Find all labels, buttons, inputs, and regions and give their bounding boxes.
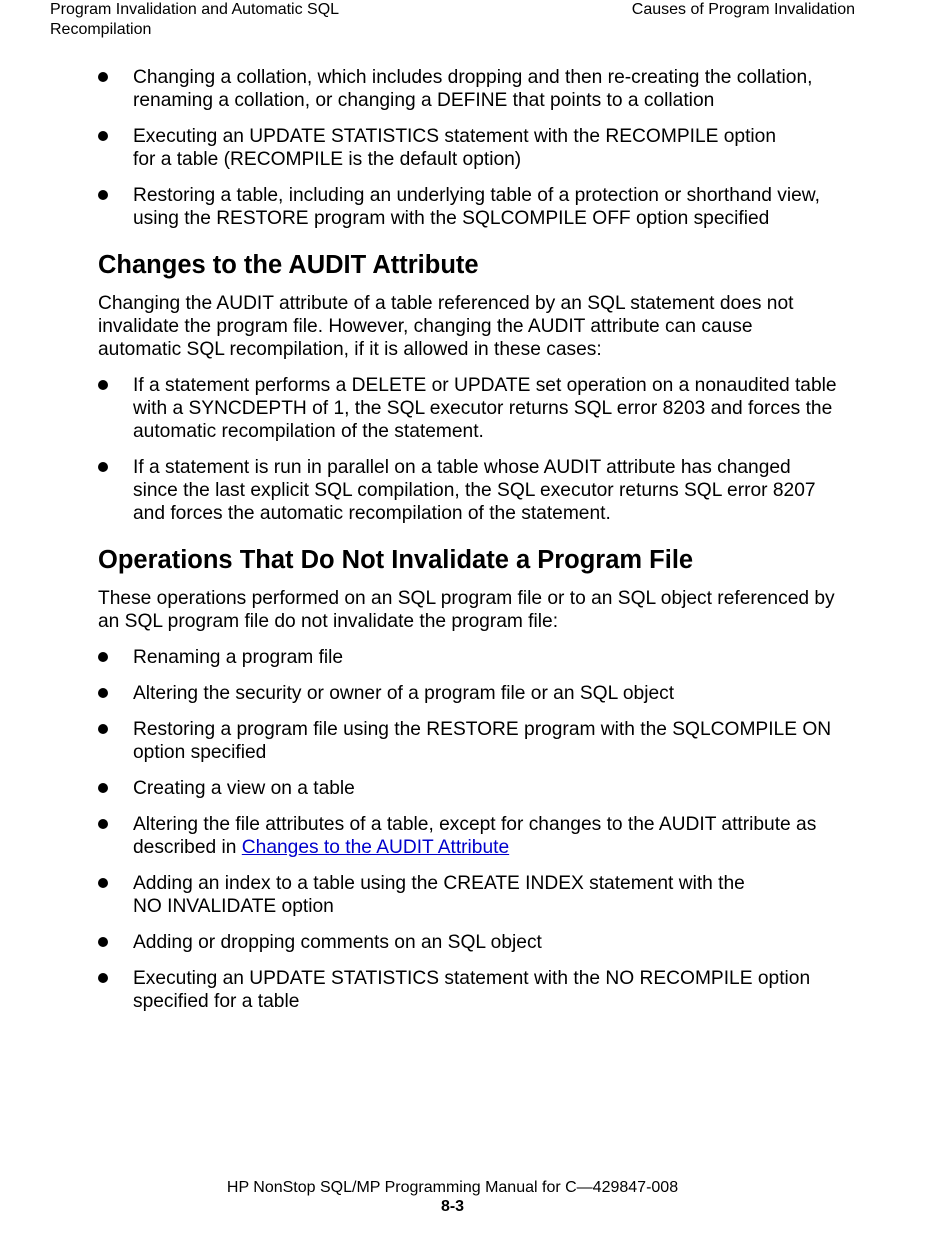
list-item-line: Executing an UPDATE STATISTICS statement with the NO RECOMPILE option bbox=[133, 968, 811, 989]
bullet-dot-icon bbox=[98, 190, 108, 200]
list-item-line bbox=[133, 836, 868, 859]
audit-bullet-list bbox=[98, 374, 868, 525]
list-item bbox=[98, 374, 868, 443]
section-heading-operations: Operations That Do Not Invalidate a Program File bbox=[98, 546, 694, 574]
bullet-dot-icon bbox=[98, 462, 108, 472]
list-item-line: Renaming a program file bbox=[133, 647, 344, 668]
page-number: 8-3 bbox=[440, 1198, 465, 1215]
list-item bbox=[98, 931, 868, 954]
list-item-line: automatic recompilation of the statement. bbox=[133, 421, 484, 442]
list-item-line: NO INVALIDATE option bbox=[133, 896, 334, 917]
list-item-line: Altering the file attributes of a table, except for changes to the AUDIT attribute as bbox=[133, 814, 817, 835]
page-footer bbox=[0, 1178, 905, 1216]
list-item-line: If a statement performs a DELETE or UPDATE set operation on a nonaudited table bbox=[133, 375, 837, 396]
bullet-dot-icon bbox=[98, 783, 108, 793]
paragraph-line: automatic SQL recompilation, if it is allowed in these cases: bbox=[98, 339, 602, 360]
section-heading-audit: Changes to the AUDIT Attribute bbox=[98, 251, 479, 279]
list-item bbox=[98, 125, 868, 171]
list-item-line: Restoring a table, including an underlying table of a protection or shorthand view, bbox=[133, 185, 820, 206]
list-item bbox=[98, 646, 868, 669]
bullet-dot-icon bbox=[98, 937, 108, 947]
list-item bbox=[98, 66, 868, 112]
list-item-line: Creating a view on a table bbox=[133, 778, 355, 799]
list-item bbox=[98, 872, 868, 918]
page-body bbox=[98, 66, 868, 1026]
list-item-line: Altering the security or owner of a program file or an SQL object bbox=[133, 683, 675, 704]
running-header-right: Causes of Program Invalidation bbox=[631, 1, 855, 18]
running-header-left bbox=[50, 0, 380, 40]
bullet-dot-icon bbox=[98, 878, 108, 888]
list-item-line: renaming a collation, or changing a DEFINE that points to a collation bbox=[133, 90, 715, 111]
list-item-line: and forces the automatic recompilation of the statement. bbox=[133, 503, 611, 524]
list-item bbox=[98, 718, 868, 764]
intro-bullet-list bbox=[98, 66, 868, 230]
list-item-line: since the last explicit SQL compilation, the SQL executor returns SQL error 8207 bbox=[133, 480, 816, 501]
paragraph-line: These operations performed on an SQL program file or to an SQL object referenced by bbox=[98, 588, 835, 609]
operations-bullet-list bbox=[98, 646, 868, 1013]
list-item-line: specified for a table bbox=[133, 991, 300, 1012]
bullet-dot-icon bbox=[98, 131, 108, 141]
list-item bbox=[98, 967, 868, 1013]
list-item-line: Adding or dropping comments on an SQL object bbox=[133, 932, 542, 953]
paragraph-line: an SQL program file do not invalidate the program file: bbox=[98, 611, 559, 632]
header-left-line2: Recompilation bbox=[50, 21, 152, 38]
bullet-dot-icon bbox=[98, 973, 108, 983]
bullet-dot-icon bbox=[98, 380, 108, 390]
list-item bbox=[98, 813, 868, 859]
list-item-line-prefix: described in bbox=[133, 837, 242, 858]
list-item bbox=[98, 682, 868, 705]
list-item-line: for a table (RECOMPILE is the default option) bbox=[133, 149, 522, 170]
bullet-dot-icon bbox=[98, 688, 108, 698]
list-item bbox=[98, 777, 868, 800]
list-item-line: Restoring a program file using the RESTORE program with the SQLCOMPILE ON bbox=[133, 719, 832, 740]
list-item-line: Changing a collation, which includes dropping and then re-creating the collation, bbox=[133, 67, 813, 88]
audit-attribute-link[interactable]: Changes to the AUDIT Attribute bbox=[241, 837, 510, 858]
header-left-line1: Program Invalidation and Automatic SQL bbox=[50, 1, 340, 18]
bullet-dot-icon bbox=[98, 819, 108, 829]
list-item-line: Adding an index to a table using the CREATE INDEX statement with the bbox=[133, 873, 745, 894]
paragraph-line: Changing the AUDIT attribute of a table referenced by an SQL statement does not bbox=[98, 293, 794, 314]
list-item-line: using the RESTORE program with the SQLCOMPILE OFF option specified bbox=[133, 208, 770, 229]
list-item bbox=[98, 456, 868, 525]
list-item-line: If a statement is run in parallel on a table whose AUDIT attribute has changed bbox=[133, 457, 791, 478]
bullet-dot-icon bbox=[98, 72, 108, 82]
list-item bbox=[98, 184, 868, 230]
audit-paragraph bbox=[98, 292, 868, 361]
list-item-line: with a SYNCDEPTH of 1, the SQL executor returns SQL error 8203 and forces the bbox=[133, 398, 833, 419]
footer-manual-title: HP NonStop SQL/MP Programming Manual for C—429847-008 bbox=[226, 1179, 679, 1196]
list-item-line: option specified bbox=[133, 742, 267, 763]
bullet-dot-icon bbox=[98, 724, 108, 734]
list-item-line: Executing an UPDATE STATISTICS statement with the RECOMPILE option bbox=[133, 126, 777, 147]
operations-paragraph bbox=[98, 587, 868, 633]
bullet-dot-icon bbox=[98, 652, 108, 662]
paragraph-line: invalidate the program file. However, changing the AUDIT attribute can cause bbox=[98, 316, 753, 337]
